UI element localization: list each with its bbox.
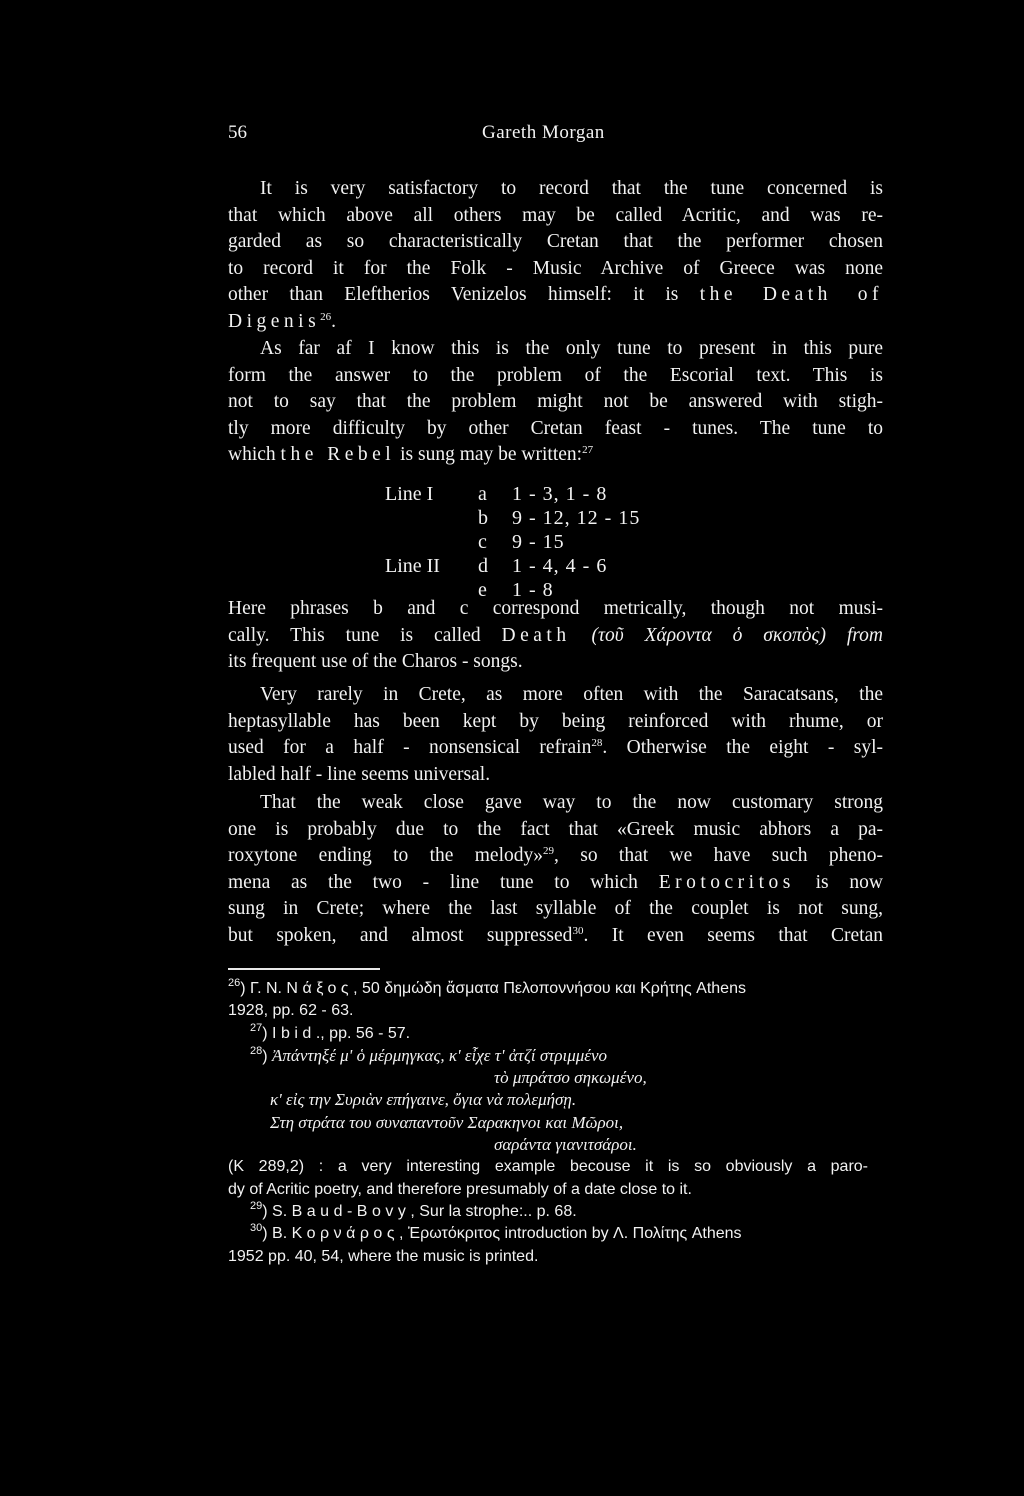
- footnote-26: $^{26}$) Γ. Ν. Νάξος, 50 δημώδη ἄσματα Πελοποννήσου και Κρήτης Athens: [228, 977, 746, 997]
- text-line: sung in Crete; where the last syllable of the couplet is not sung,: [228, 898, 883, 920]
- footnote-verse: Στη στράτα του συναπαντοῦν Σαρακηνοι και Μῶροι,: [270, 1112, 624, 1132]
- line-label: Line II: [385, 555, 440, 577]
- footnote-line: (K 289,2) : a very interesting example becouse it is so obviously a paro-: [228, 1158, 868, 1176]
- text-line: other than Eleftherios Venizelos himself: it is the Death of: [228, 284, 883, 306]
- footnote-30: $^{30}$) Β. Κορνάρος, Ἐρωτόκριτος introduction by Λ. Πολίτης Athens: [250, 1222, 742, 1243]
- text-line: As far af I know this is the only tune to present in this pure: [260, 338, 883, 359]
- page-header: [228, 122, 878, 152]
- text-line: tly more difficulty by other Cretan feast - tunes. The tune to: [228, 417, 883, 439]
- paragraph-5: [228, 790, 883, 950]
- paragraph-3: [228, 596, 883, 676]
- running-head: Gareth Morgan: [482, 122, 605, 143]
- footnote-line: 1928, pp. 62 - 63.: [228, 1002, 354, 1020]
- text-line: roxytone ending to the melody»$^{29}$, so that we have such pheno-: [228, 845, 883, 867]
- paragraph-1: [228, 176, 883, 336]
- spaced-title: Digenis: [228, 310, 321, 332]
- text-line: Digenis$^{26}$.: [228, 310, 337, 332]
- footnote-27: $^{27}$) Ibid., pp. 56 - 57.: [250, 1021, 411, 1042]
- text-line: to record it for the Folk - Music Archive of Greece was none: [228, 257, 883, 279]
- paragraph-4: [228, 682, 883, 788]
- footnote-line: 1952 pp. 40, 54, where the music is printed.: [228, 1247, 539, 1265]
- text-line: That the weak close gave way to the now customary strong: [260, 792, 883, 813]
- footnote-ref: 27: [582, 444, 594, 457]
- footnote-28: $^{28}$) Ἀπάντηξέ μ' ὁ μέρμηγκας, κ' εἶχε τ' ἀτζί στριμμένο: [250, 1044, 608, 1065]
- footnote-rule: [228, 968, 380, 970]
- spaced-title: the Rebel: [280, 444, 396, 466]
- text-line: one is probably due to the fact that «Greek music abhors a pa-: [228, 818, 883, 840]
- footnotes: [228, 978, 868, 1268]
- text-line: which the Rebel is sung may be written:$^{27}$: [228, 444, 594, 466]
- footnote-ref: 26: [320, 310, 332, 323]
- text-line: It is very satisfactory to record that the tune concerned is: [260, 178, 883, 199]
- page-number: 56: [228, 122, 247, 143]
- text-line: used for a half - nonsensical refrain$^{28}$. Otherwise the eight - syl-: [228, 737, 883, 759]
- footnote-29: $^{29}$) S. Baud-Bovy, Sur la strophe:.. p. 68.: [250, 1199, 577, 1220]
- line-label: Line I: [385, 483, 434, 505]
- text-line: mena as the two - line tune to which Erotocritos is now: [228, 871, 883, 893]
- spaced-title: Death: [501, 624, 571, 646]
- spaced-title: Erotocritos: [658, 871, 795, 893]
- footnote-ref: 29: [543, 845, 555, 858]
- footnote-ref: 28: [591, 737, 603, 750]
- text-line: Here phrases b and c correspond metrically, though not musi-: [228, 598, 883, 619]
- text-line: not to say that the problem might not be answered with stigh-: [228, 391, 883, 413]
- footnote-line: dy of Acritic poetry, and therefore presumably of a date close to it.: [228, 1180, 692, 1198]
- footnote-verse: κ' εἰς την Συριὰν επήγαινε, ὄγια νὰ πολεμήσῃ.: [270, 1090, 577, 1110]
- paragraph-2: [228, 336, 883, 469]
- text-line: heptasyllable has been kept by being reinforced with rhume, or: [228, 710, 883, 732]
- footnote-verse: σαράντα γιανιτσάροι.: [494, 1135, 637, 1155]
- text-line: garded as so characteristically Cretan that the performer chosen: [228, 231, 883, 253]
- text-line: but spoken, and almost suppressed$^{30}$. It even seems that Cretan: [228, 924, 883, 946]
- text-line: cally. This tune is called Death (τοῦ Χάροντα ὁ σκοπὸς) from: [228, 624, 883, 646]
- text-line: that which above all others may be called Acritic, and was re-: [228, 204, 883, 226]
- text-line: its frequent use of the Charos - songs.: [228, 651, 523, 673]
- footnote-verse: τὸ μπράτσο σηκωμένο,: [494, 1068, 647, 1088]
- spaced-title: the Death of: [699, 284, 883, 306]
- text-line: form the answer to the problem of the Escorial text. This is: [228, 364, 883, 386]
- text-line: labled half - line seems universal.: [228, 763, 491, 785]
- footnote-ref: 30: [572, 924, 584, 937]
- text-line: Very rarely in Crete, as more often with the Saracatsans, the: [260, 684, 883, 705]
